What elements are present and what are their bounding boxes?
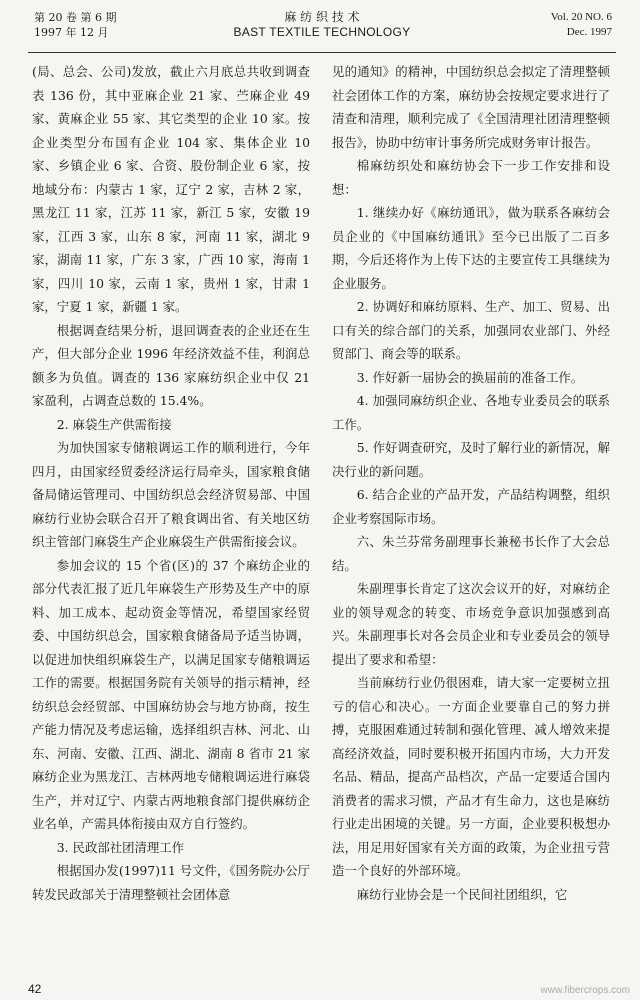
paragraph: 根据国办发(1997)11 号文件，《国务院办公厅转发民政部关于清理整顿社会团体意 [32, 863, 310, 902]
list-item: 2. 协调好和麻纺原料、生产、加工、贸易、出口有关的综合部门的关系，加强同农业部门、外经贸部门、商会等的联系。 [332, 299, 610, 361]
section-heading: 六、朱兰芬常务副理事长兼秘书长作了大会总结。 [332, 534, 610, 573]
page-number: 42 [28, 982, 42, 996]
list-item: 1. 继续办好《麻纺通讯》，做为联系各麻纺会员企业的《中国麻纺通讯》至今已出版了二百多期，今后还将作为上传下达的主要宣传工具继续为企业服务。 [332, 205, 610, 291]
paragraph: 见的通知》的精神，中国纺织总会拟定了清理整顿社会团体工作的方案，麻纺协会按规定要求进行了清查和清理，顺利完成了《全国清理社团清理整顿报告》，协助中纺审计事务所完成财务审计报告。 [332, 64, 610, 150]
header-center [28, 10, 616, 40]
section-heading: 2. 麻袋生产供需衔接 [56, 416, 172, 432]
paragraph: 朱副理事长肯定了这次会议开的好，对麻纺企业的领导观念的转变、市场竞争意识加强感到高兴。朱副理事长对各会员企业和专业委员会的领导提出了要求和希望： [332, 581, 610, 667]
paragraph: 棉麻纺织处和麻纺协会下一步工作安排和设想： [332, 158, 610, 197]
header-right [551, 10, 612, 40]
left-column [32, 60, 310, 990]
volume-issue-cn: 第 20 卷 第 6 期 [34, 11, 117, 24]
list-item: 6. 结合企业的产品开发，产品结构调整，组织企业考察国际市场。 [332, 487, 610, 526]
paragraph: 参加会议的 15 个省(区)的 37 个麻纺企业的部分代表汇报了近几年麻袋生产形势及生产中的原料、加工成本、起动资金等情况，希望国家经贸委、中国纺织总会，国家粮食储备局予适当协调，以促进加快组织麻袋生产，以满足国家专储粮调运工作的需要。根据国务院有关领导的指示精神，经纺织总会经贸部、中国麻纺协会与地方协商，按生产能力情况及考虑运输，选择组织吉林、河北、山东、河南、安徽、江西、湖北、湖南 8 省市 21 家麻纺企业为黑龙江、吉林两地专储粮调运进行麻袋生产，并对辽宁、内蒙古两地粮食部门提供麻纺企业名单，产需具体衔接由双方自行签约。 [32, 557, 310, 831]
paragraph: 当前麻纺行业仍很困难，请大家一定要树立扭亏的信心和决心。一方面企业要靠自己的努力拼搏，克服困难通过转制和强化管理、减人增效来提高经济效益，同时要积极开拓国内市场，大力开发名品、精品，提高产品档次，产品一定要适合国内消费者的需求习惯，产品才有生命力，这也是麻纺行业走出困境的关键。另一方面，企业要积极想办法，用足用好国家有关方面的政策，为企业扭亏营造一个良好的外部环境。 [332, 675, 610, 878]
journal-title-en: BAST TEXTILE TECHNOLOGY [233, 25, 411, 39]
paragraph: 根据调查结果分析，退回调查表的企业还在生产，但大部分企业 1996 年经济效益不佳，利润总额多为负值。调查的 136 家麻纺织企业中仅 21 家盈利，占调查总数的 15.4%。 [32, 322, 310, 408]
volume-issue-en: Vol. 20 NO. 6 [550, 11, 612, 23]
date-cn: 1997 年 12 月 [34, 26, 109, 39]
list-item: 4. 加强同麻纺织企业、各地专业委员会的联系工作。 [332, 393, 610, 432]
paragraph: 麻纺行业协会是一个民间社团组织，它 [356, 886, 568, 902]
paragraph: 为加快国家专储粮调运工作的顺利进行，今年四月，由国家经贸委经济运行局牵头，国家粮食储备局储运管理司、中国纺织总会经济贸易部、中国麻纺行业协会联合召开了粮食调出省、有关地区纺织主管部门麻袋生产企业麻袋生产供需衔接会议。 [32, 440, 310, 549]
journal-title-cn: 麻 纺 织 技 术 [284, 10, 360, 24]
date-en: Dec. 1997 [566, 26, 612, 38]
watermark: www.fibercrops.com [540, 985, 630, 996]
list-item: 3. 作好新一届协会的换届前的准备工作。 [356, 369, 584, 385]
list-item: 5. 作好调查研究，及时了解行业的新情况，解决行业的新问题。 [332, 440, 610, 479]
page-header [28, 8, 616, 53]
section-heading: 3. 民政部社团清理工作 [56, 839, 185, 855]
paragraph: (局、总会、公司)发放，截止六月底总共收到调查表 136 份，其中亚麻企业 21 家、苎麻企业 49 家、黄麻企业 55 家、其它类型的企业 10 家。按企业类型分布国有企业 104 家、集体企业 10 家、乡镇企业 6 家、合资、股份制企业 6 家，按地域分布：内蒙古 1 家，辽宁 2 家，吉林 2 家，黑龙江 11 家，江苏 11 家，新江 5 家，安徽 19 家，江西 3 家，山东 8 家，河南 11 家，湖北 9 家，湖南 11 家，广东 3 家，广西 10 家，海南 1 家，四川 10 家，云南 1 家，贵州 1 家，甘肃 1 家，宁夏 1 家，新疆 1 家。 [32, 64, 310, 314]
right-column [332, 60, 610, 990]
